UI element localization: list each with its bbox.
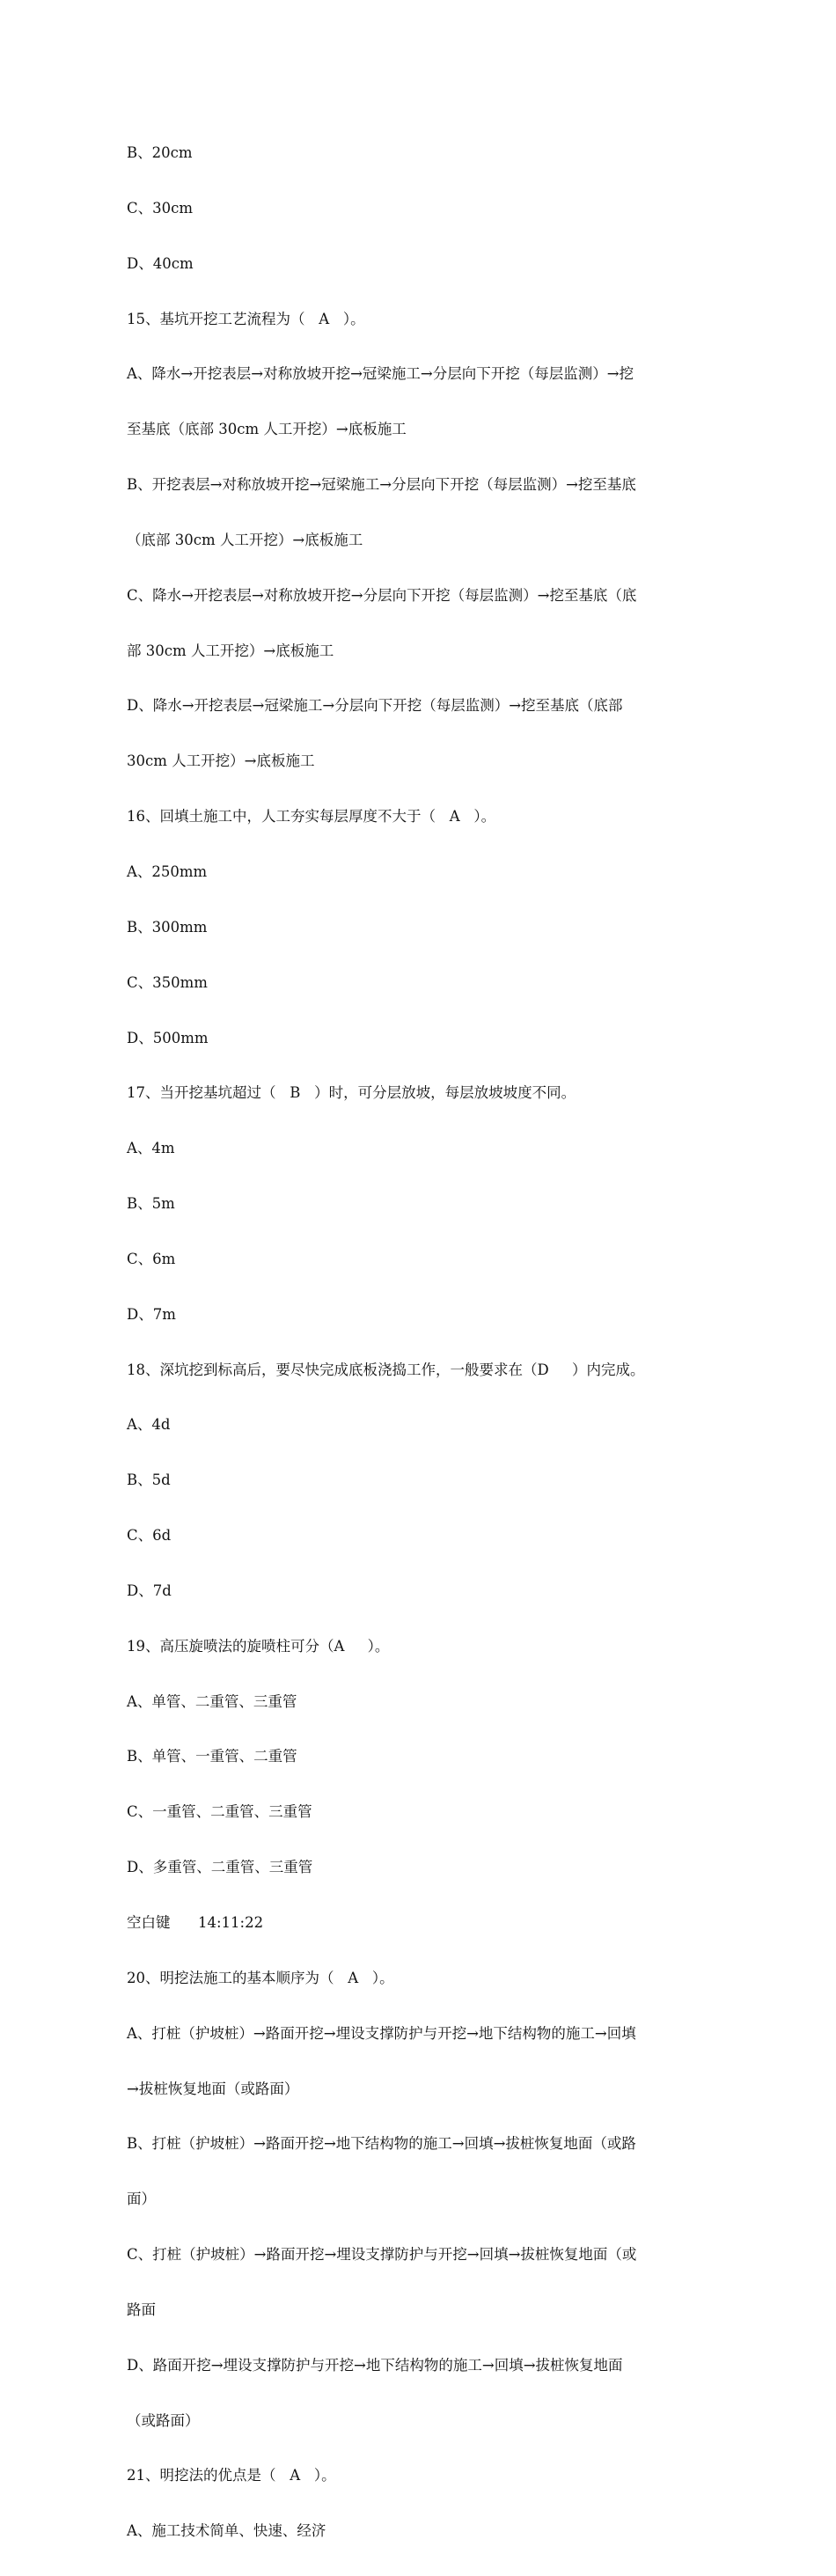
- question-19: 19、高压旋喷法的旋喷柱可分（A ）。: [127, 1637, 390, 1655]
- text-line: C、6m: [127, 1250, 176, 1267]
- document-body: [127, 109, 716, 2576]
- text-line: A、单管、二重管、三重管: [127, 1692, 297, 1710]
- text-line: A、施工技术简单、快速、经济: [127, 2522, 326, 2540]
- text-line: A、降水→开挖表层→对称放坡开挖→冠梁施工→分层向下开挖（每层监测）→挖: [127, 365, 634, 383]
- question-18: 18、深坑挖到标高后，要尽快完成底板浇捣工作，一般要求在（D ）内完成。: [127, 1361, 645, 1378]
- text-line: B、5m: [127, 1195, 175, 1213]
- text-line: D、7m: [127, 1305, 176, 1323]
- timestamp-line: 空白键 14:11:22: [127, 1914, 264, 1931]
- text-line: 路面: [127, 2301, 156, 2318]
- text-line: A、打桩（护坡桩）→路面开挖→埋设支撑防护与开挖→地下结构物的施工→回填: [127, 2024, 636, 2042]
- text-line: B、单管、一重管、二重管: [127, 1748, 297, 1765]
- text-line: 面）: [127, 2191, 156, 2208]
- text-line: C、降水→开挖表层→对称放坡开挖→分层向下开挖（每层监测）→挖至基底（底: [127, 586, 637, 604]
- text-line: 至基底（底部 30cm 人工开挖）→底板施工: [127, 421, 407, 438]
- question-21: 21、明挖法的优点是（ A ）。: [127, 2467, 336, 2484]
- text-line: D、500mm: [127, 1029, 209, 1046]
- text-line: B、开挖表层→对称放坡开挖→冠梁施工→分层向下开挖（每层监测）→挖至基底: [127, 476, 636, 494]
- text-line: A、250mm: [127, 862, 208, 880]
- text-line: C、350mm: [127, 973, 208, 991]
- text-line: 30cm 人工开挖）→底板施工: [127, 752, 315, 770]
- text-line: C、一重管、二重管、三重管: [127, 1803, 312, 1821]
- text-line: D、降水→开挖表层→冠梁施工→分层向下开挖（每层监测）→挖至基底（底部: [127, 697, 623, 715]
- text-line: C、30cm: [127, 199, 194, 217]
- question-17: 17、当开挖基坑超过（ B ）时，可分层放坡，每层放坡坡度不同。: [127, 1084, 576, 1102]
- text-line: D、路面开挖→埋设支撑防护与开挖→地下结构物的施工→回填→拔桩恢复地面: [127, 2356, 623, 2374]
- text-line: B、20cm: [127, 144, 193, 161]
- text-line: B、300mm: [127, 918, 208, 936]
- text-line: A、4d: [127, 1416, 171, 1434]
- text-line: （底部 30cm 人工开挖）→底板施工: [127, 531, 363, 548]
- text-line: →拔桩恢复地面（或路面）: [127, 2080, 299, 2097]
- text-line: C、打桩（护坡桩）→路面开挖→埋设支撑防护与开挖→回填→拔桩恢复地面（或: [127, 2246, 637, 2264]
- text-line: 部 30cm 人工开挖）→底板施工: [127, 642, 334, 659]
- text-line: D、40cm: [127, 254, 194, 272]
- text-line: B、打桩（护坡桩）→路面开挖→地下结构物的施工→回填→拔桩恢复地面（或路: [127, 2135, 636, 2153]
- text-line: （或路面）: [127, 2411, 200, 2429]
- text-line: D、7d: [127, 1582, 172, 1599]
- question-15: 15、基坑开挖工艺流程为（ A ）。: [127, 310, 365, 327]
- question-16: 16、回填土施工中，人工夯实每层厚度不大于（ A ）。: [127, 808, 496, 826]
- question-20: 20、明挖法施工的基本顺序为（ A ）。: [127, 1969, 394, 1986]
- text-line: C、6d: [127, 1527, 172, 1545]
- text-line: D、多重管、二重管、三重管: [127, 1859, 313, 1876]
- text-line: B、5d: [127, 1471, 171, 1489]
- text-line: A、4m: [127, 1140, 175, 1157]
